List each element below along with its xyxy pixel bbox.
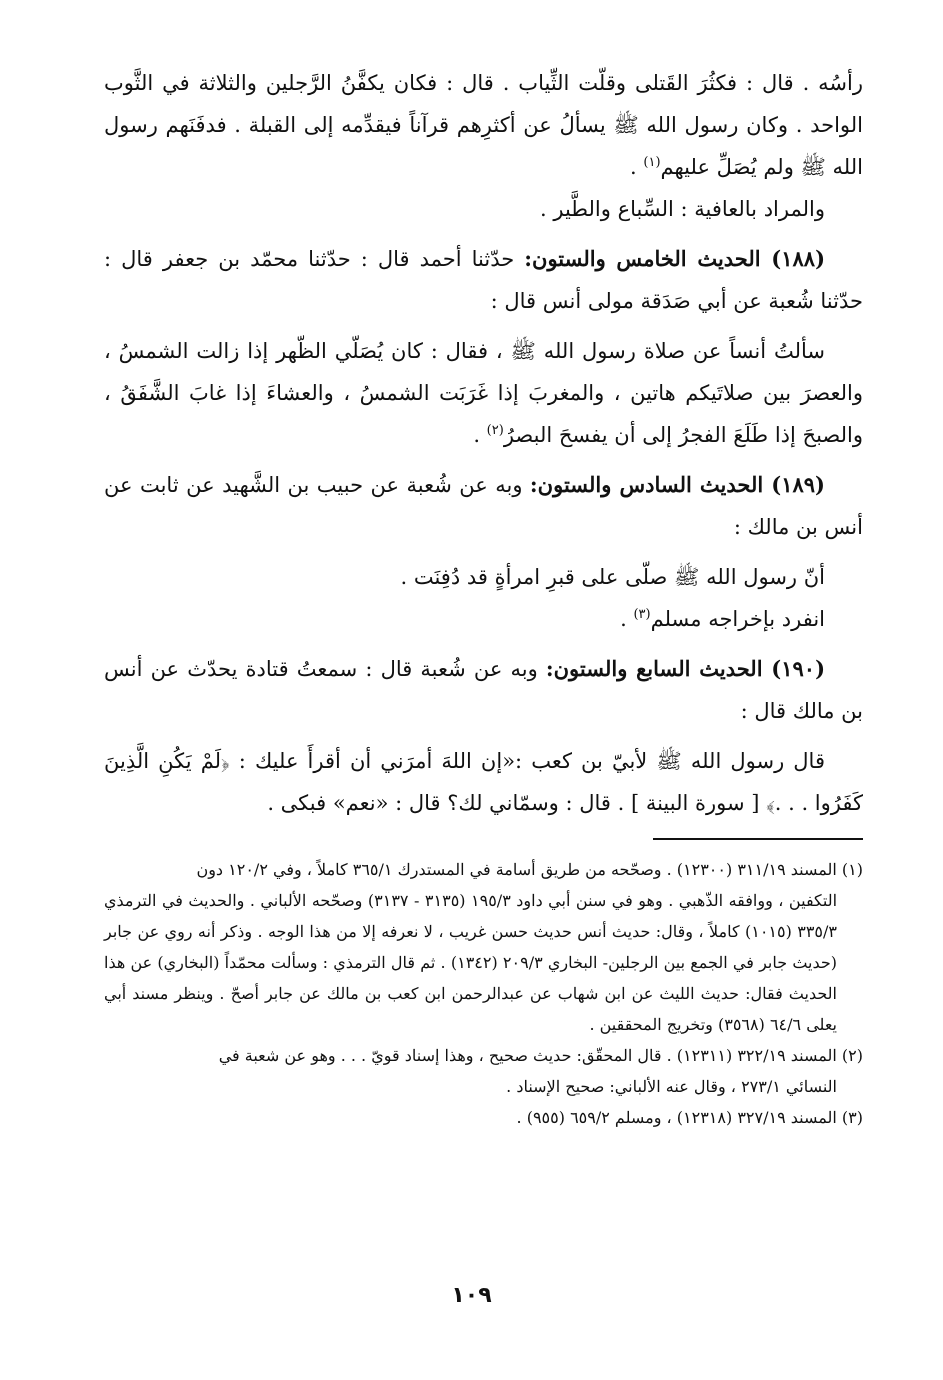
footnote-separator — [653, 838, 863, 840]
hadith-190-heading — [104, 648, 863, 732]
footnote-1: (١) المسند ٣١١/١٩ (١٢٣٠٠) . وصحّحه من طريق أسامة في المستدرك ٣٦٥/١ كاملاً ، وفي ١٢٠/٢ دون — [196, 860, 863, 879]
footnote-ref-1[interactable]: (١) — [643, 155, 661, 170]
hadith-188-chain: حدّثنا أحمد قال : حدّثنا محمّد بن جعفر قال : حدّثنا شُعبة عن أبي صَدَقة مولى أنس قال : — [104, 247, 863, 313]
paragraph-explanation: والمراد بالعافية : السِّباع والطَّير . — [540, 197, 825, 221]
hadith-189-heading — [104, 464, 863, 548]
footnote-ref-3[interactable]: (٣) — [633, 607, 651, 622]
main-text — [104, 62, 863, 824]
page-number: ١٠٩ — [451, 1283, 492, 1308]
hadith-190-text: قال رسول الله ﷺ لأبيّ بن كعب :«إن اللهَ أمرَني أن أقرأَ عليك : ﴿لَمْ يَكُنِ الَّذِينَ كَفَرُوا . . .﴾ [ سورة البينة ] . قال : وسمّاني لك؟ قال : «نعم» فبكى . — [104, 749, 863, 815]
hadith-189-chain: وبه عن شُعبة عن حبيب بن الشَّهيد عن ثابت عن أنس بن مالك : — [104, 473, 863, 539]
footnote-1-continued: التكفين ، ووافقه الذّهبي . وهو في سنن أبي داود ١٩٥/٣ (٣١٣٥ - ٣١٣٧) وصحّحه الألباني . والحديث في الترمذي ٣٣٥/٣ (١٠١٥) كاملاً ، وقال: حديث أنس حديث حسن غريب ، لا نعرفه إلا من هذا الوجه . وذكر أنه روي عن جابر (حديث جابر في الجمع بين الرجلين- البخاري ٢٠٩/٣ (١٣٤٢) . ثم قال الترمذي : وسألت محمّداً (البخاري) عن هذا الحديث فقال: حديث الليث عن ابن شهاب عن عبدالرحمن ابن كعب بن مالك عن جابر أصحّ . وينظر مسند أبي يعلى ٦٤/٦ (٣٥٦٨) وتخريج المحققين . — [104, 891, 838, 1034]
footnote-ref-2[interactable]: (٢) — [486, 423, 504, 438]
footnote-3: (٣) المسند ٣٢٧/١٩ (١٢٣١٨) ، ومسلم ٦٥٩/٢ (٩٥٥) . — [516, 1108, 863, 1127]
footnote-2-continued: النسائي ٢٧٣/١ ، وقال عنه الألباني: صحيح الإسناد . — [506, 1077, 837, 1096]
footnotes — [104, 854, 863, 1133]
hadith-188-text: سألتُ أنساً عن صلاة رسول الله ﷺ ، فقال : كان يُصَلّي الظّهر إذا زالت الشمسُ ، والعصرَ بين صلاتَيكم هاتين ، والمغربَ إذا غَرَبَت الشمسُ ، والعشاءَ إذا غابَ الشَّفَقُ ، والصبحَ إذا طَلَعَ الفجرُ إلى أن يفسحَ البصرُ$^{(٢)}$ . — [104, 339, 863, 447]
hadith-188-label: (١٨٨) الحديث الخامس والستون: — [524, 246, 825, 271]
hadith-189-label: (١٨٩) الحديث السادس والستون: — [529, 472, 825, 497]
footnote-2: (٢) المسند ٣٢٢/١٩ (١٢٣١١) . قال المحقّق: حديث صحيح ، وهذا إسناد قويّ . . . وهو عن شعبة في — [218, 1046, 863, 1065]
hadith-190-chain: وبه عن شُعبة قال : سمعتُ قتادة يحدّث عن أنس بن مالك قال : — [104, 657, 863, 723]
hadith-189-text: أنّ رسول الله ﷺ صلّى على قبرِ امرأةٍ قد دُفِنَت . — [400, 565, 825, 589]
hadith-190-label: (١٩٠) الحديث السابع والستون: — [545, 656, 826, 681]
paragraph-intro: رأسُه . قال : فكثُرَ القَتلى وقلّت الثِّياب . قال : فكان يكفَّنُ الرَّجلين والثلاثة في الثَّوب الواحد . وكان رسول الله ﷺ يسألُ عن أكثرِهم قرآناً فيقدِّمه إلى القبلة . فدفَنَهم رسول الله ﷺ ولم يُصَلِّ عليهم$^{(١)}$ . — [104, 71, 863, 179]
hadith-189-note: انفرد بإخراجه مسلم$^{(٣)}$ . — [620, 607, 825, 631]
hadith-188-heading — [104, 238, 863, 322]
